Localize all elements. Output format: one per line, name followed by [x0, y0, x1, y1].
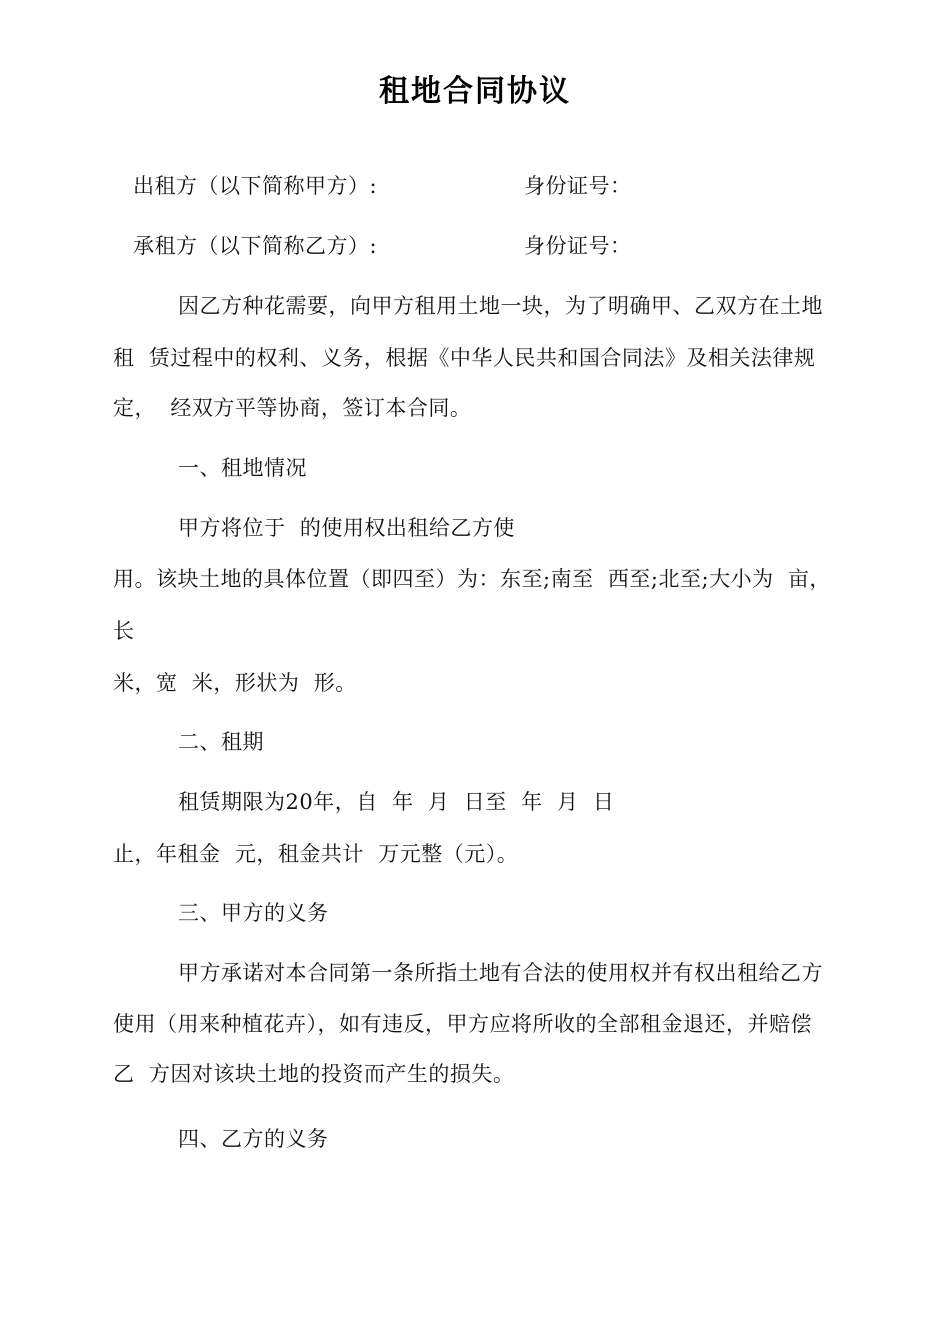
- section-line: 租赁期限为20年，自 年 月 日至 年 月 日: [178, 790, 615, 814]
- section-line: 长: [113, 619, 135, 643]
- section-line: 止，年租金 元，租金共计 万元整（元）。: [113, 842, 519, 866]
- party-b-label: 承租方（以下简称乙方）:: [133, 234, 378, 258]
- section-line: 米，宽 米，形状为 形。: [113, 671, 357, 695]
- party-a-label: 出租方（以下简称甲方）:: [133, 174, 378, 198]
- section-heading: 三、甲方的义务: [178, 901, 329, 925]
- section-heading: 四、乙方的义务: [178, 1127, 329, 1151]
- party-a-id-label: 身份证号：: [524, 174, 632, 198]
- section-line: 甲方承诺对本合同第一条所指土地有合法的使用权并有权出租给乙方: [178, 961, 823, 985]
- section-heading: 一、租地情况: [178, 456, 307, 480]
- intro-line: 定， 经双方平等协商，签订本合同。: [113, 396, 472, 420]
- party-b-id-label: 身份证号：: [524, 234, 632, 258]
- section-line: 甲方将位于 的使用权出租给乙方使: [178, 516, 515, 540]
- intro-line: 因乙方种花需要，向甲方租用土地一块，为了明确甲、乙双方在土地: [178, 294, 823, 318]
- section-line: 乙 方因对该块土地的投资而产生的损失。: [113, 1062, 515, 1086]
- section-line: 使用（用来种植花卉），如有违反，甲方应将所收的全部租金退还，并赔偿: [113, 1012, 812, 1036]
- section-heading: 二、租期: [178, 730, 264, 754]
- intro-line: 租 赁过程中的权利、义务，根据《中华人民共和国合同法》及相关法律规: [113, 346, 816, 370]
- document-title: 租地合同协议: [379, 74, 571, 109]
- section-line: 用。该块土地的具体位置（即四至）为：东至;南至 西至;北至;大小为 亩，: [113, 567, 831, 591]
